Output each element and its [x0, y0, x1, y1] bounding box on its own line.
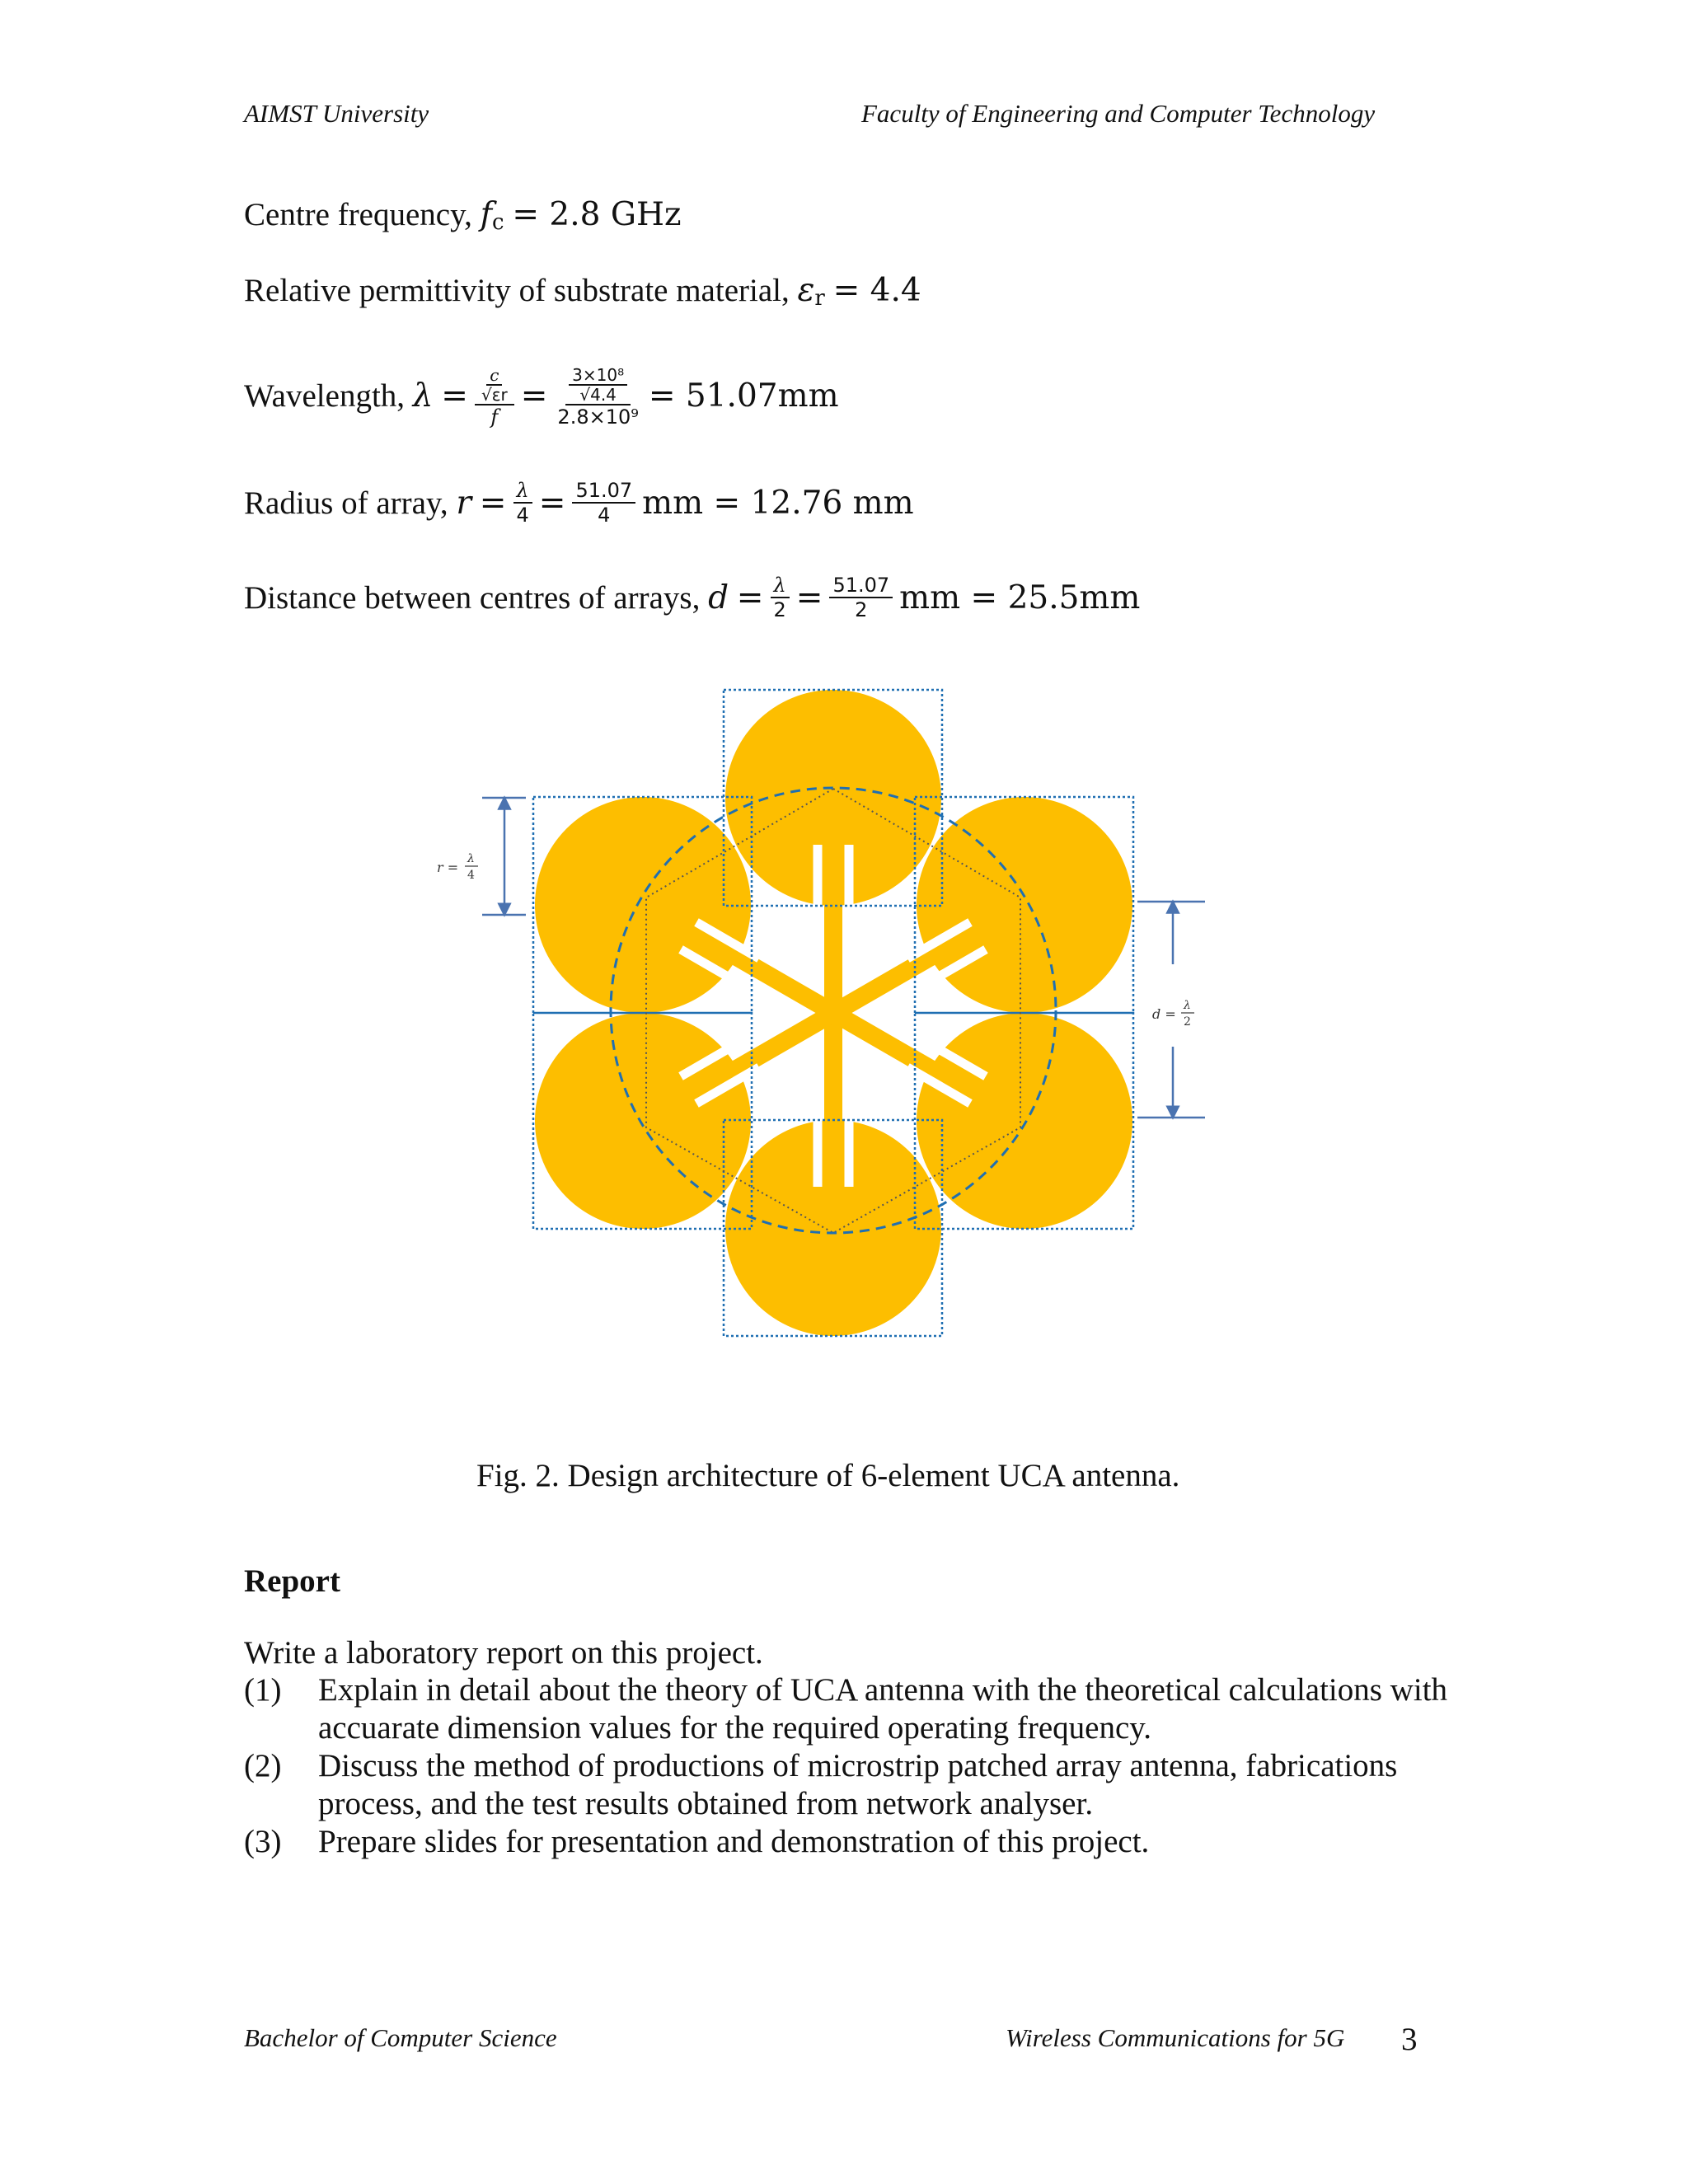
radius-frac2-num: 51.07 [572, 479, 635, 504]
radius-dim-frac-num: λ [467, 852, 475, 865]
report-intro: Write a laboratory report on this project. [244, 1635, 763, 1671]
radius-eq: = [479, 484, 507, 522]
distance-frac2-den: 2 [855, 598, 868, 621]
radius-frac1-num: λ [513, 479, 532, 504]
centre-frequency-label: Centre frequency, [244, 197, 472, 232]
footer-left: Bachelor of Computer Science [244, 2023, 557, 2052]
wavelength-c: c [486, 366, 502, 386]
wavelength-fraction-1 [475, 363, 514, 429]
distance-dim-frac-den: 2 [1184, 1015, 1191, 1029]
report-item-3 [244, 1823, 1464, 1861]
patch-upper-right [917, 797, 1132, 1013]
wavelength-den: 2.8×10⁹ [557, 405, 639, 429]
distance-fraction-1 [770, 574, 789, 621]
distance-frac1-den: 2 [773, 598, 786, 621]
report-item-2 [244, 1747, 1464, 1823]
distance-dim-label: d = [1152, 1006, 1176, 1022]
centre-frequency-symbol: f [480, 196, 493, 233]
wavelength-f: f [490, 405, 499, 429]
footer-right: Wireless Communications for 5G [1006, 2023, 1345, 2052]
distance-result: mm = 25.5mm [899, 579, 1141, 616]
report-item-marker: (2) [244, 1748, 282, 1783]
report-item-text: Prepare slides for presentation and demonstration of this project. [318, 1824, 1150, 1859]
report-item-text: Explain in detail about the theory of UCA antenna with the theoretical calculations with accuarate dimension values for the required operating frequency. [318, 1672, 1448, 1746]
report-item-text: Discuss the method of productions of microstrip patched array antenna, fabrications process, and the test results obtained from network analyser. [318, 1748, 1398, 1821]
wavelength-result: = 51.07mm [648, 377, 839, 415]
permittivity-label: Relative permittivity of substrate material, [244, 273, 790, 308]
patch-upper-left [535, 797, 751, 1013]
page-number: 3 [1401, 2022, 1418, 2057]
distance-label: Distance between centres of arrays, [244, 579, 701, 616]
radius-fraction-2 [572, 479, 635, 527]
permittivity-symbol: ε [797, 272, 815, 309]
permittivity-subscript: r [814, 285, 825, 311]
report-item-1 [244, 1671, 1464, 1747]
uca-antenna-diagram [412, 676, 1236, 1360]
report-item-marker: (1) [244, 1672, 282, 1708]
permittivity-value: = 4.4 [832, 272, 921, 309]
radius-label: Radius of array, [244, 485, 448, 521]
report-item-marker: (3) [244, 1824, 282, 1859]
radius-result: mm = 12.76 mm [642, 484, 914, 522]
radius-frac1-den: 4 [516, 504, 529, 527]
distance-line [244, 569, 1140, 626]
distance-symbol: d [708, 579, 729, 616]
radius-fraction-1 [513, 479, 532, 527]
radius-eq2: = [538, 484, 566, 522]
radius-frac2-den: 4 [598, 504, 611, 527]
wavelength-num-top: 3×10⁸ [569, 366, 627, 386]
header-right: Faculty of Engineering and Computer Technology [861, 99, 1376, 128]
wavelength-eq: = [441, 377, 468, 415]
centre-frequency-line [244, 196, 682, 233]
radius-dim-frac-den: 4 [467, 869, 475, 882]
distance-frac2-num: 51.07 [829, 574, 893, 598]
radius-dim-label: r = [437, 860, 459, 875]
report-heading: Report [244, 1563, 340, 1599]
wavelength-num-bottom: √4.4 [579, 385, 617, 405]
wavelength-fraction-2 [554, 363, 641, 429]
figure-caption: Fig. 2. Design architecture of 6-element UCA antenna. [476, 1458, 1180, 1493]
wavelength-sqrt-er: √εr [481, 385, 508, 405]
patch-lower-right [917, 1013, 1132, 1229]
patch-lower-left [535, 1013, 751, 1229]
distance-dim-frac-num: λ [1184, 999, 1191, 1012]
radius-dimension [482, 798, 526, 915]
wavelength-label: Wavelength, [244, 377, 406, 414]
radius-symbol: r [456, 484, 472, 522]
distance-eq2: = [795, 579, 823, 616]
wavelength-line [244, 350, 839, 441]
permittivity-line [244, 272, 921, 309]
distance-frac1-num: λ [771, 574, 790, 598]
centre-frequency-subscript: c [492, 209, 504, 235]
wavelength-symbol: λ [412, 377, 434, 415]
distance-fraction-2 [829, 574, 893, 621]
distance-eq: = [736, 579, 764, 616]
radius-line [244, 474, 914, 532]
centre-frequency-value: = 2.8 GHz [512, 196, 682, 233]
header-left: AIMST University [244, 99, 429, 128]
wavelength-eq2: = [520, 377, 548, 415]
